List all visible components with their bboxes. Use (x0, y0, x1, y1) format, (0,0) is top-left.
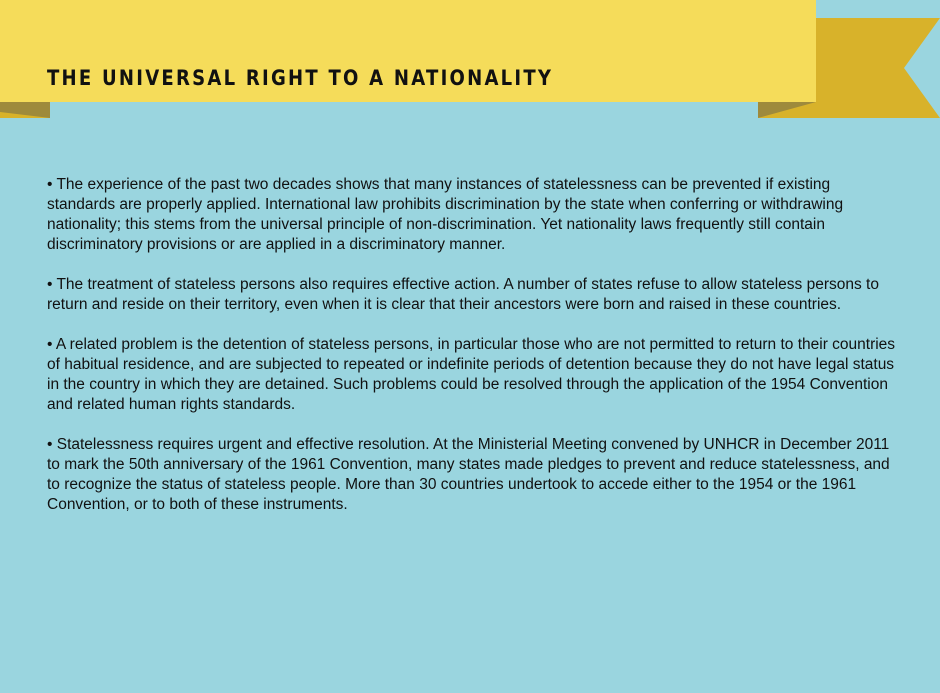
title-banner (0, 0, 816, 102)
ribbon-fold-left (0, 102, 50, 118)
page-title: THE UNIVERSAL RIGHT TO A NATIONALITY (47, 66, 554, 90)
paragraph-treatment: • The treatment of stateless persons also requires effective action. A number of states refuse to allow stateless persons to return and reside on their territory, even when it is clear that their ancestors were born and raised in these countries. (47, 276, 879, 313)
paragraph-prevention: • The experience of the past two decades shows that many instances of statelessness can be prevented if existing standards are properly applied. International law prohibits discrimination by the state when conferring or withdrawing nationality; this stems from the universal principle of non-discrimination. Yet nationality laws frequently still contain discriminatory provisions or are applied in a discriminatory manner. (47, 176, 844, 253)
paragraph-detention: • A related problem is the detention of stateless persons, in particular those who are not permitted to return to their countries of habitual residence, and are subjected to repeated or indefinite periods of detention because they do not have legal status in the country in which they are detained. Such problems could be resolved through the application of the 1954 Convention and related human rights standards. (47, 336, 896, 413)
paragraph-resolution: • Statelessness requires urgent and effective resolution. At the Ministerial Meeting convened by UNHCR in December 2011 to mark the 50th anniversary of the 1961 Convention, many states made pledges to prevent and reduce statelessness, and to recognize the status of stateless people. More than 30 countries undertook to accede either to the 1954 or the 1961 Convention, or to both of these instruments. (47, 436, 890, 513)
body-text (47, 175, 897, 535)
